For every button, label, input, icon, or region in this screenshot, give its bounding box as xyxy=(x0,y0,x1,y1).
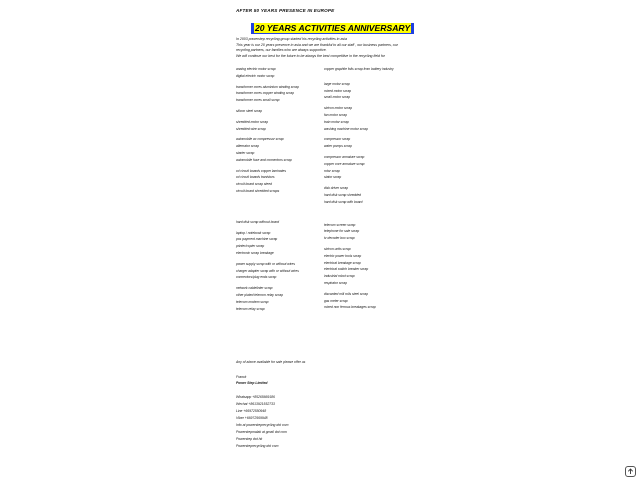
intro-paragraph: This year is our 20 years presence in asia and we are thankful to all our staff , our business partners, our recycling partners, our families who are always supportive. xyxy=(236,43,398,52)
list-item: copper graphite foils scrap from battery industry xyxy=(324,67,394,71)
arrow-up-icon xyxy=(627,468,634,475)
company-name: Power Step Limited xyxy=(236,381,268,385)
list-item: disk driver scrap xyxy=(324,186,349,191)
contact-line: Whatsapp +85265669186 xyxy=(236,395,275,399)
list-item: shredded wire scrap xyxy=(236,126,266,131)
list-item: analog electric motor scrap xyxy=(236,67,276,71)
intro-text xyxy=(236,37,406,60)
list-item: shredded motor scrap xyxy=(236,119,269,124)
list-item: electric power tools scrap xyxy=(324,253,362,258)
contact-list xyxy=(236,394,288,450)
contact-line: Wechat +8613921552733 xyxy=(236,402,275,406)
list-item: transformer cores copper winding scrap xyxy=(236,91,294,96)
list-item: hard disk scrap without board xyxy=(236,219,280,224)
title-text: 20 YEARS ACTIVITIES ANNIVERSARY xyxy=(255,23,411,33)
list-item: discarded mill rolls steel scrap xyxy=(324,291,368,296)
list-item: gas meter scrap xyxy=(324,298,348,303)
sale-notice: Any of above available for sale please offer us xyxy=(236,360,306,364)
list-item: cd circuit boards copper laminates xyxy=(236,168,287,173)
list-item: network cablelinter scrap xyxy=(236,286,273,291)
right-column xyxy=(324,66,394,311)
list-item: printer/copier scrap xyxy=(236,244,265,249)
list-item: power supply scrap with or without wires xyxy=(236,261,296,266)
list-item: cd circuit boards tranistors xyxy=(236,175,275,180)
list-item: stator scrap xyxy=(324,175,342,180)
list-item: digital electric motor scrap xyxy=(236,73,275,78)
list-item: rotor scrap xyxy=(324,168,340,173)
list-item: circuit board scrap steed xyxy=(236,182,272,187)
list-item: electrical breakage scrap xyxy=(324,260,361,265)
list-item: hard disk scrap with board xyxy=(324,199,363,204)
list-item: stricon units scrap xyxy=(324,246,351,251)
list-item: compressor scrap xyxy=(324,137,351,142)
list-item: automobile fuse and connectors scrap xyxy=(236,157,292,162)
scroll-top-button[interactable] xyxy=(625,466,636,477)
list-item: hard disk scrap shredded xyxy=(324,192,362,197)
contact-name: Franck xyxy=(236,375,247,379)
list-item: compressor armature scrap xyxy=(324,154,365,159)
list-item: telephone for sale scrap xyxy=(324,229,360,234)
list-item: large motor scrap xyxy=(324,81,350,86)
list-item: starter scrap xyxy=(236,150,255,155)
list-item: alternator scrap xyxy=(236,144,259,149)
page-header: AFTER 50 YEARS PRESENCE IN EUROPE xyxy=(236,8,335,13)
page-title xyxy=(251,23,414,34)
contact-line: Info at powersteprecycling dot com xyxy=(236,423,289,427)
list-item: telecom modem scrap xyxy=(236,299,269,304)
left-column xyxy=(236,66,299,312)
list-item: fan motor scrap xyxy=(324,112,347,117)
list-item: copper core armature scrap xyxy=(324,161,365,166)
list-item: transformer cores aluminium winding scrap xyxy=(236,84,299,89)
list-item: transformer cores small scrap xyxy=(236,98,280,103)
contact-line: Line +66972550948 xyxy=(236,409,267,413)
list-item: other plated telecom relay scrap xyxy=(236,292,283,297)
list-item: water pomps scrap xyxy=(324,144,352,149)
list-item: silicon steel scrap xyxy=(236,108,263,113)
list-item: telecom screen scrap xyxy=(324,222,356,227)
list-item: electronic scrap breakage xyxy=(236,250,274,255)
list-item: electrical switch breaker scrap xyxy=(324,267,369,272)
intro-paragraph: In 2003 powerstep recycling group started his recycling activities in asia xyxy=(236,37,347,41)
list-item: circuit board shredded scraps xyxy=(236,188,280,193)
list-item: charger adapter scrap with or without wires xyxy=(236,268,299,273)
intro-paragraph: We will continue our best for the future to be always the best competitive in the recycling field for xyxy=(236,53,385,58)
list-item: mixed motor scrap xyxy=(324,88,352,93)
list-item: mixed non ferrous breakages scrap xyxy=(324,305,376,310)
list-item: small motor scrap xyxy=(324,95,351,100)
contact-line: Powersteprecycling dot com xyxy=(236,444,279,448)
list-item: tv decoder box scrap xyxy=(324,236,355,241)
list-item: connectors/plug ends scrap xyxy=(236,275,277,280)
list-item: pos payment machine scrap xyxy=(236,237,278,242)
list-item: respirator scrap xyxy=(324,280,347,285)
contact-line: Viber +66972569948 xyxy=(236,416,268,420)
contact-line: Powerstepmalak at gmail dot com xyxy=(236,430,287,434)
list-item: stricon motor scrap xyxy=(324,106,353,111)
list-item: train motor scrap xyxy=(324,119,349,124)
list-item: industrial robot scrap xyxy=(324,274,355,279)
contact-line: Powerstep dot hk xyxy=(236,437,263,441)
list-item: washing machine motor scrap xyxy=(324,126,368,131)
list-item: telecom relay scrap xyxy=(236,306,265,311)
list-item: laptop / notebook scrap xyxy=(236,230,271,235)
list-item: automobile ac compressor scrap xyxy=(236,137,284,142)
